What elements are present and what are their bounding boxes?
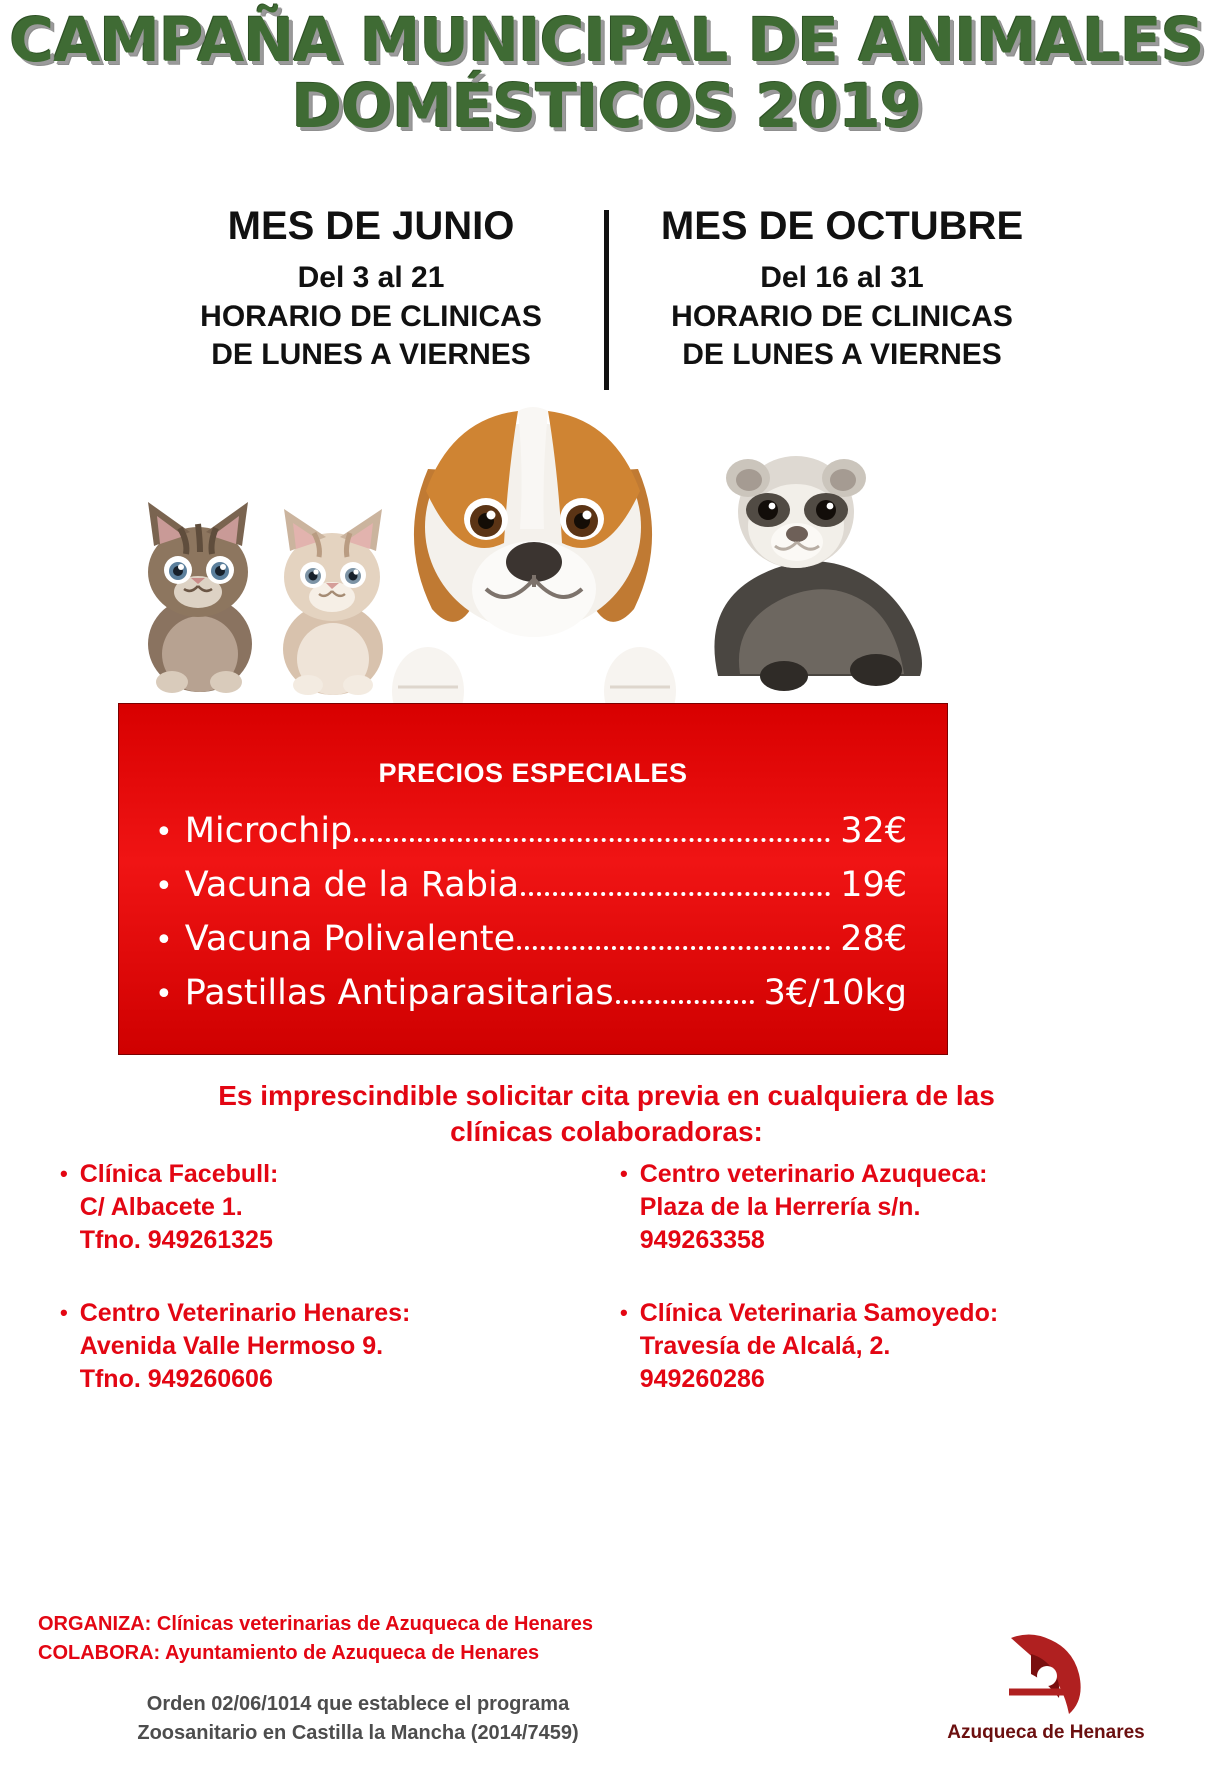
price-row bbox=[147, 865, 907, 905]
price-value: 3€/10kg bbox=[763, 973, 907, 1013]
month-dates: Del 3 al 21 bbox=[297, 261, 445, 295]
price-label: Pastillas Antiparasitarias bbox=[184, 973, 614, 1013]
bullet-icon: • bbox=[155, 815, 173, 850]
price-row bbox=[147, 811, 907, 851]
title-line-2: DOMÉSTICOS 2019 bbox=[291, 71, 922, 143]
appointment-notice bbox=[0, 1078, 1213, 1151]
leader-dots bbox=[521, 892, 830, 896]
price-label: Vacuna Polivalente bbox=[184, 919, 516, 959]
clinic-name: Centro Veterinario Henares: bbox=[79, 1299, 411, 1327]
month-schedule-line-2: DE LUNES A VIERNES bbox=[211, 338, 531, 372]
month-title: MES DE JUNIO bbox=[227, 204, 515, 249]
price-value: 28€ bbox=[840, 919, 907, 959]
month-divider bbox=[604, 210, 609, 390]
bullet-icon: • bbox=[620, 1300, 628, 1325]
clinics-list bbox=[60, 1158, 1160, 1396]
month-column-october bbox=[627, 204, 1057, 374]
logo-text: Azuqueca de Henares bbox=[947, 1722, 1145, 1743]
footer-text-block bbox=[38, 1610, 798, 1748]
months-section bbox=[0, 204, 1213, 390]
clinic-item bbox=[60, 1297, 560, 1396]
leader-dots bbox=[517, 946, 830, 950]
leader-dots bbox=[354, 838, 830, 842]
dog-beagle-image bbox=[368, 399, 698, 734]
month-dates: Del 16 al 31 bbox=[760, 261, 924, 295]
poster-title bbox=[0, 0, 1213, 143]
bullet-icon: • bbox=[155, 923, 173, 958]
bullet-icon: • bbox=[60, 1300, 68, 1325]
price-label: Microchip bbox=[184, 811, 353, 851]
month-schedule-line-1: HORARIO DE CLINICAS bbox=[200, 299, 542, 333]
clinic-item bbox=[620, 1158, 1120, 1257]
bullet-icon: • bbox=[60, 1161, 68, 1186]
clinic-phone: 949263358 bbox=[639, 1226, 765, 1254]
clinic-name: Centro veterinario Azuqueca: bbox=[639, 1160, 988, 1188]
ferret-image bbox=[688, 438, 978, 698]
price-label: Vacuna de la Rabia bbox=[184, 865, 520, 905]
footer-colabora: COLABORA: Ayuntamiento de Azuqueca de Henares bbox=[38, 1642, 540, 1664]
footer-order-line-1: Orden 02/06/1014 que establece el programa bbox=[146, 1693, 570, 1715]
price-value: 19€ bbox=[840, 865, 907, 905]
logo-mark bbox=[991, 1628, 1101, 1718]
animals-photo-band bbox=[0, 400, 1213, 700]
price-value: 32€ bbox=[840, 811, 907, 851]
clinic-address: Plaza de la Herrería s/n. bbox=[639, 1193, 921, 1221]
notice-line-2: clínicas colaboradoras: bbox=[450, 1116, 763, 1148]
price-row bbox=[147, 973, 907, 1013]
footer-order bbox=[38, 1690, 678, 1748]
month-column-june bbox=[156, 204, 586, 374]
clinic-phone: 949260286 bbox=[639, 1365, 765, 1393]
clinic-address: Travesía de Alcalá, 2. bbox=[639, 1332, 891, 1360]
month-schedule-line-1: HORARIO DE CLINICAS bbox=[671, 299, 1013, 333]
leader-dots bbox=[616, 1000, 754, 1004]
bullet-icon: • bbox=[620, 1161, 628, 1186]
clinic-phone: Tfno. 949261325 bbox=[79, 1226, 273, 1254]
clinic-item bbox=[620, 1297, 1120, 1396]
footer-order-line-2: Zoosanitario en Castilla la Mancha (2014/7459) bbox=[137, 1722, 579, 1744]
clinic-name: Clínica Facebull: bbox=[79, 1160, 279, 1188]
title-line-1: CAMPAÑA MUNICIPAL DE ANIMALES bbox=[9, 5, 1204, 76]
prices-list bbox=[119, 811, 947, 1013]
footer-organiza: ORGANIZA: Clínicas veterinarias de Azuqueca de Henares bbox=[38, 1613, 593, 1635]
month-schedule-line-2: DE LUNES A VIERNES bbox=[682, 338, 1002, 372]
clinic-item bbox=[60, 1158, 560, 1257]
bullet-icon: • bbox=[155, 869, 173, 904]
prices-panel bbox=[118, 703, 948, 1055]
prices-heading: PRECIOS ESPECIALES bbox=[378, 758, 688, 788]
month-title: MES DE OCTUBRE bbox=[660, 204, 1024, 249]
azuqueca-crest-icon bbox=[991, 1628, 1101, 1718]
clinic-address: C/ Albacete 1. bbox=[79, 1193, 243, 1221]
clinic-phone: Tfno. 949260606 bbox=[79, 1365, 273, 1393]
clinic-name: Clínica Veterinaria Samoyedo: bbox=[639, 1299, 999, 1327]
notice-line-1: Es imprescindible solicitar cita previa en cualquiera de las bbox=[218, 1080, 995, 1111]
bullet-icon: • bbox=[155, 977, 173, 1012]
clinic-address: Avenida Valle Hermoso 9. bbox=[79, 1332, 384, 1360]
municipality-logo bbox=[931, 1628, 1161, 1744]
price-row bbox=[147, 919, 907, 959]
